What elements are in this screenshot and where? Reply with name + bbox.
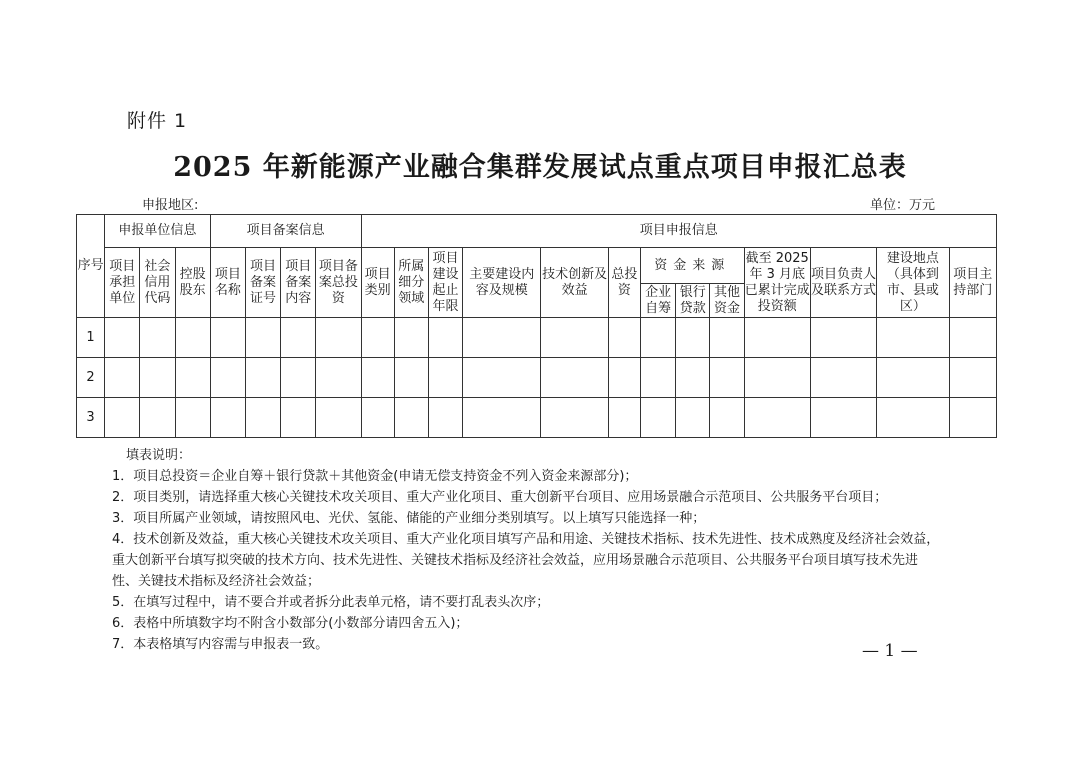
header-record-col: 项目备案总投资 [316, 248, 361, 318]
table-cell[interactable] [210, 318, 245, 358]
table-cell[interactable] [641, 358, 676, 398]
table-cell[interactable] [710, 318, 744, 358]
unit-label: 单位：万元 [870, 198, 936, 213]
header-record-col: 项目备案内容 [281, 248, 316, 318]
table-cell[interactable] [676, 318, 710, 358]
table-cell[interactable] [744, 358, 810, 398]
table-cell[interactable] [463, 318, 541, 358]
table-cell[interactable] [608, 318, 640, 358]
header-funds-col: 其他资金 [710, 284, 744, 318]
header-record-col: 项目备案证号 [245, 248, 280, 318]
header-unit-col: 社会信用代码 [140, 248, 175, 318]
table-cell[interactable] [361, 398, 394, 438]
table-cell[interactable] [744, 398, 810, 438]
table-cell[interactable] [175, 358, 210, 398]
page-title: 2025 年新能源产业融合集群发展试点重点项目申报汇总表 [173, 152, 907, 183]
table-cell[interactable] [877, 358, 949, 398]
table-cell[interactable] [676, 398, 710, 438]
table-cell[interactable] [316, 318, 361, 358]
page-number: — 1 — [862, 641, 918, 661]
table-cell[interactable] [608, 398, 640, 438]
header-funds-col: 企业自筹 [641, 284, 676, 318]
table-row [77, 398, 997, 438]
header-funds-group: 资金来源 [641, 248, 745, 284]
notes-section [112, 445, 942, 655]
notes-heading: 填表说明： [126, 448, 192, 463]
header-unit-col: 控股股东 [175, 248, 210, 318]
note-item: 1．项目总投资＝企业自筹＋银行贷款＋其他资金(申请无偿支持资金不列入资金来源部分)； [112, 469, 638, 484]
table-cell[interactable] [245, 398, 280, 438]
table-cell[interactable] [810, 318, 876, 358]
row-number: 2 [77, 358, 105, 398]
header-apply-col: 截至 2025 年 3 月底已累计完成投资额 [744, 248, 810, 318]
table-cell[interactable] [541, 398, 608, 438]
table-cell[interactable] [877, 398, 949, 438]
notes-list [112, 466, 942, 655]
note-item: 3．项目所属产业领域，请按照风电、光伏、氢能、储能的产业细分类别填写。以上填写只能选择一种； [112, 511, 706, 526]
table-cell[interactable] [361, 318, 394, 358]
table-cell[interactable] [428, 398, 462, 438]
note-item: 4．技术创新及效益，重大核心关键技术攻关项目、重大产业化项目填写产品和用途、关键技术指标、技术先进性、技术成熟度及经济社会效益，重大创新平台填写拟突破的技术方向、技术先进性、关键技术指标及经济社会效益，应用场景融合示范项目、公共服务平台项目填写技术先进性、关键技术指标及经济社会效益； [112, 532, 940, 589]
table-cell[interactable] [281, 358, 316, 398]
header-apply-col: 建设地点（具体到市、县或区） [877, 248, 949, 318]
header-funds-col: 银行贷款 [676, 284, 710, 318]
table-row [77, 318, 997, 358]
note-item: 6．表格中所填数字均不附含小数部分(小数部分请四舍五入)； [112, 616, 469, 631]
note-item: 5．在填写过程中，请不要合并或者拆分此表单元格，请不要打乱表头次序； [112, 595, 550, 610]
table-cell[interactable] [949, 398, 996, 438]
table-cell[interactable] [810, 398, 876, 438]
table-cell[interactable] [541, 358, 608, 398]
table-cell[interactable] [281, 318, 316, 358]
row-number: 3 [77, 398, 105, 438]
header-record-col: 项目名称 [210, 248, 245, 318]
table-cell[interactable] [316, 398, 361, 438]
table-cell[interactable] [105, 318, 140, 358]
header-apply-col: 项目负责人及联系方式 [810, 248, 876, 318]
table-cell[interactable] [105, 398, 140, 438]
table-cell[interactable] [463, 358, 541, 398]
table-cell[interactable] [744, 318, 810, 358]
header-group-apply: 项目申报信息 [361, 215, 996, 248]
table-cell[interactable] [175, 398, 210, 438]
header-apply-col: 主要建设内容及规模 [463, 248, 541, 318]
table-cell[interactable] [316, 358, 361, 398]
table-cell[interactable] [641, 398, 676, 438]
table-cell[interactable] [140, 318, 175, 358]
header-apply-col: 技术创新及效益 [541, 248, 608, 318]
note-item: 7．本表格填写内容需与申报表一致。 [112, 637, 329, 652]
header-apply-col: 所属细分领域 [394, 248, 428, 318]
table-cell[interactable] [210, 398, 245, 438]
table-cell[interactable] [877, 318, 949, 358]
table-row [77, 358, 997, 398]
table-cell[interactable] [105, 358, 140, 398]
table-cell[interactable] [949, 318, 996, 358]
region-label: 申报地区: [142, 198, 199, 213]
table-cell[interactable] [810, 358, 876, 398]
header-group-unit: 申报单位信息 [105, 215, 211, 248]
table-cell[interactable] [361, 358, 394, 398]
table-cell[interactable] [710, 358, 744, 398]
table-cell[interactable] [140, 358, 175, 398]
header-unit-col: 项目承担单位 [105, 248, 140, 318]
attachment-label: 附件 1 [127, 110, 188, 132]
note-item: 2．项目类别，请选择重大核心关键技术攻关项目、重大产业化项目、重大创新平台项目、应用场景融合示范项目、公共服务平台项目； [112, 490, 888, 505]
table-cell[interactable] [428, 358, 462, 398]
table-cell[interactable] [710, 398, 744, 438]
table-cell[interactable] [394, 398, 428, 438]
table-cell[interactable] [949, 358, 996, 398]
table-cell[interactable] [210, 358, 245, 398]
table-cell[interactable] [463, 398, 541, 438]
project-summary-table [76, 214, 997, 438]
table-cell[interactable] [245, 358, 280, 398]
table-cell[interactable] [140, 398, 175, 438]
table-cell[interactable] [676, 358, 710, 398]
table-cell[interactable] [541, 318, 608, 358]
table-cell[interactable] [394, 358, 428, 398]
table-cell[interactable] [428, 318, 462, 358]
header-group-record: 项目备案信息 [210, 215, 361, 248]
table-cell[interactable] [641, 318, 676, 358]
table-cell[interactable] [281, 398, 316, 438]
header-apply-col: 总投资 [608, 248, 640, 318]
table-cell[interactable] [175, 318, 210, 358]
table-cell[interactable] [394, 318, 428, 358]
header-apply-col: 项目主持部门 [949, 248, 996, 318]
table-cell[interactable] [608, 358, 640, 398]
header-apply-col: 项目类别 [361, 248, 394, 318]
header-apply-col: 项目建设起止年限 [428, 248, 462, 318]
header-seq: 序号 [77, 215, 105, 318]
table-cell[interactable] [245, 318, 280, 358]
row-number: 1 [77, 318, 105, 358]
